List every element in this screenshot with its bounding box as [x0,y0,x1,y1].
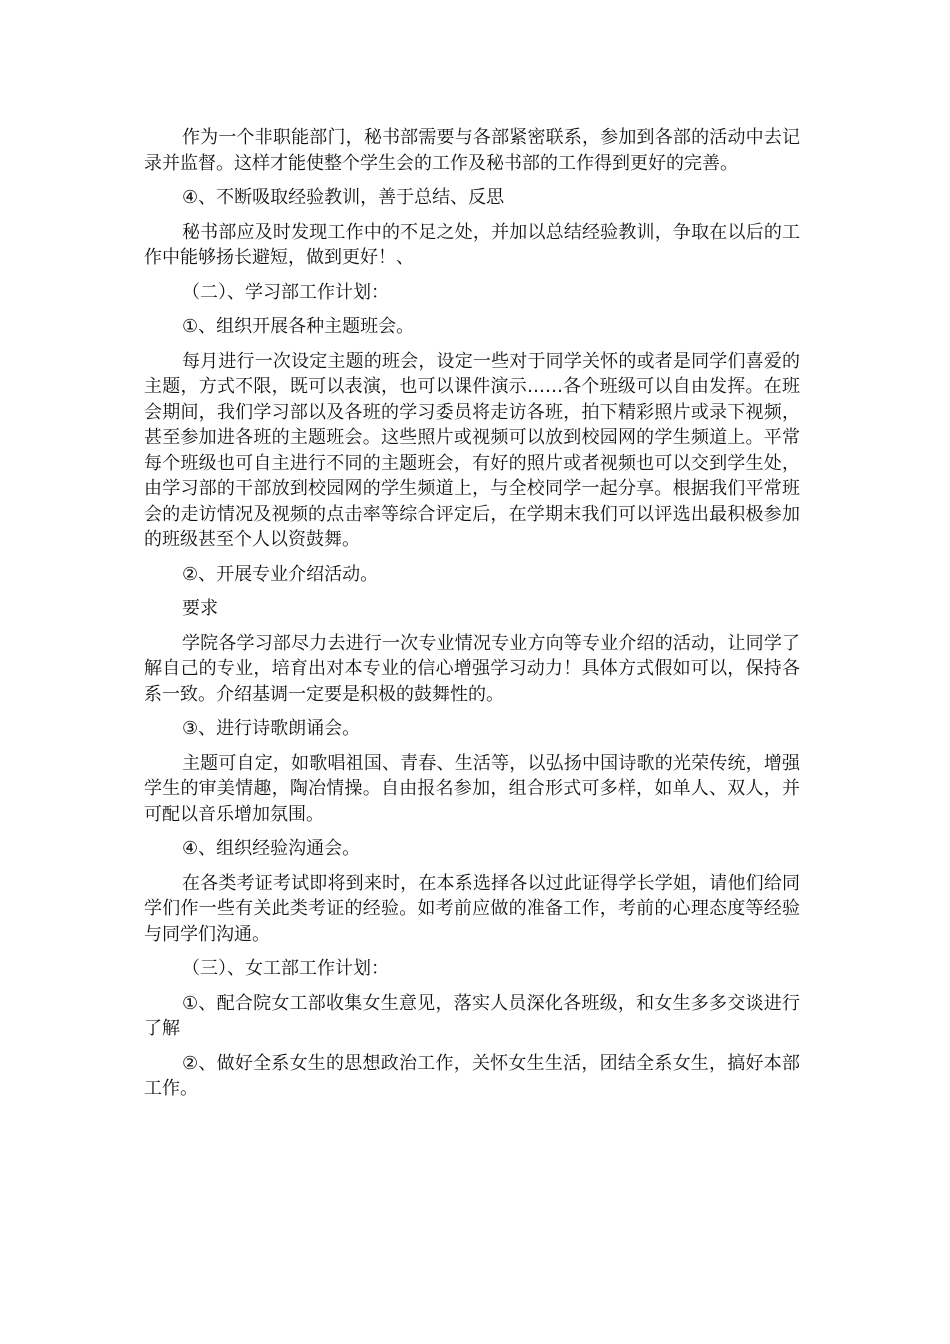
document-body [144,125,800,1111]
label-requirements: 要求 [182,598,218,619]
item-collect-opinions: ①、配合院女工部收集女生意见，落实人员深化各班级，和女生多多交谈进行了解 [144,992,800,1039]
heading-major-introduction: ②、开展专业介绍活动。 [182,563,379,585]
paragraph-lessons-learned: 秘书部应及时发现工作中的不足之处，并加以总结经验教训，争取在以后的工作中能够扬长避短，做到更好！、 [144,221,800,268]
heading-experience-exchange: ④、组织经验沟通会。 [182,838,361,859]
heading-theme-meetings: ①、组织开展各种主题班会。 [182,316,415,337]
heading-lessons-learned: ④、不断吸取经验教训，善于总结、反思 [182,187,505,208]
paragraph-poetry-recital: 主题可自定，如歌唱祖国、青春、生活等，以弘扬中国诗歌的光荣传统，增强学生的审美情趣，陶冶情操。自由报名参加，组合形式可多样，如单人、双人，并可配以音乐增加氛围。 [144,752,800,825]
section-heading-women-dept: （三）、女工部工作计划： [182,958,389,979]
paragraph-theme-meetings: 每月进行一次设定主题的班会，设定一些对于同学关怀的或者是同学们喜爱的主题，方式不限，既可以表演，也可以课件演示……各个班级可以自由发挥。在班会期间，我们学习部以及各班的学习委员将走访各班，拍下精彩照片或录下视频，甚至参加进各班的主题班会。这些照片或视频可以放到校园网的学生频道上。平常每个班级也可自主进行不同的主题班会，有好的照片或者视频也可以交到学生处，由学习部的干部放到校园网的学生频道上，与全校同学一起分享。根据我们平常班会的走访情况及视频的点击率等综合评定后，在学期末我们可以评选出最积极参加的班级甚至个人以资鼓舞。 [144,350,800,550]
section-heading-study-dept: （二）、学习部工作计划： [182,281,389,303]
heading-poetry-recital: ③、进行诗歌朗诵会。 [182,718,361,739]
item-political-work: ②、做好全系女生的思想政治工作，关怀女生生活，团结全系女生，搞好本部工作。 [144,1052,800,1099]
paragraph-experience-exchange: 在各类考证考试即将到来时，在本系选择各以过此证得学长学姐，请他们给同学们作一些有关此类考证的经验。如考前应做的准备工作，考前的心理态度等经验与同学们沟通。 [144,872,800,945]
paragraph-secretariat-cooperation: 作为一个非职能部门，秘书部需要与各部紧密联系，参加到各部的活动中去记录并监督。这样才能使整个学生会的工作及秘书部的工作得到更好的完善。 [144,127,800,174]
paragraph-major-introduction: 学院各学习部尽力去进行一次专业情况专业方向等专业介绍的活动，让同学了解自己的专业，培育出对本专业的信心增强学习动力！具体方式假如可以，保持各系一致。介绍基调一定要是积极的鼓舞性的。 [144,632,800,705]
